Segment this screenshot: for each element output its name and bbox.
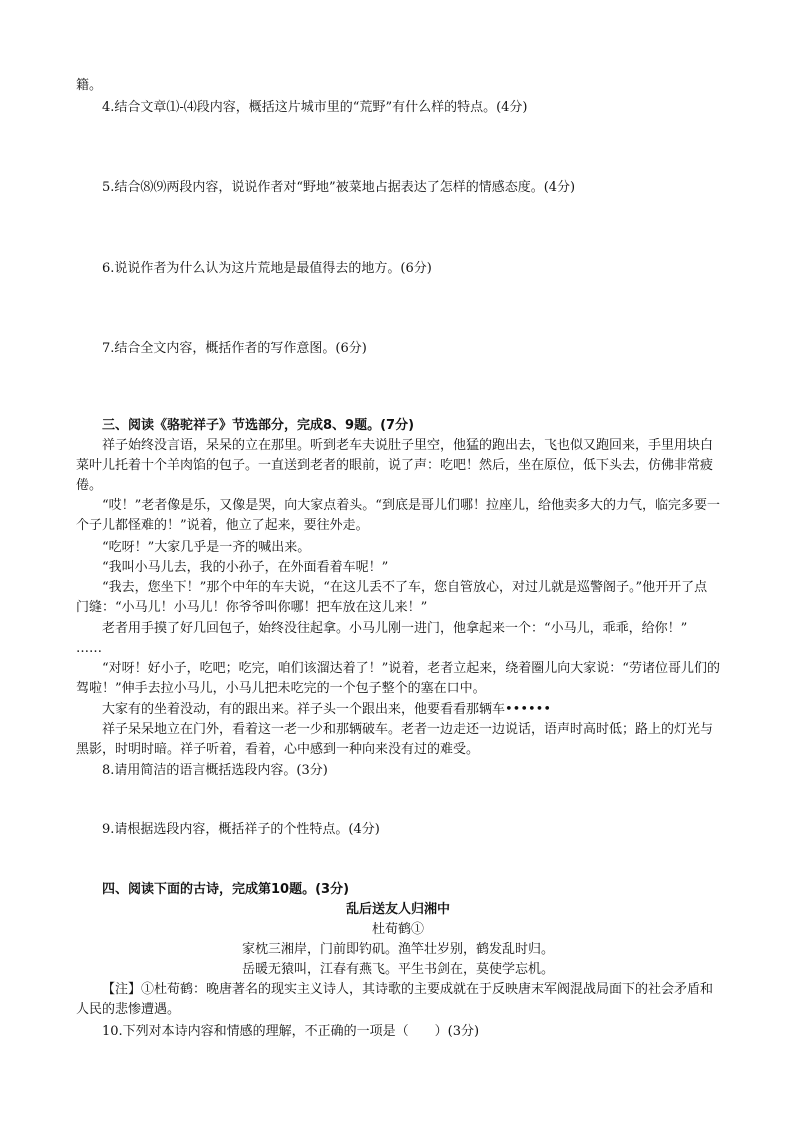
poem-line: 家枕三湘岸，门前即钓矶。渔竿壮岁别，鹤发乱时归。 (241, 942, 554, 957)
question-7: 7.结合全文内容，概括作者的写作意图。(6分) (102, 341, 367, 356)
poem-author: 杜荀鹤① (371, 922, 424, 937)
passage-paragraph: “我去，您坐下！”那个中年的车夫说，“在这儿丢不了车，您自管放心，对过儿就是巡警阁子。”他开开了点门缝：“小马儿！小马儿！你爷爷叫你哪！把车放在这儿来！” (76, 580, 708, 615)
passage-paragraph: 老者用手摸了好几回包子，始终没往起拿。小马儿刚一进门，他拿起来一个：“小马儿，乖乖，给你！” (102, 621, 688, 636)
passage-paragraph: 祥子呆呆地立在门外，看着这一老一少和那辆破车。老者一边走还一边说话，语声时高时低；路上的灯光与黑影，时明时暗。祥子听着，看着，心中感到一种向来没有过的难受。 (76, 722, 714, 757)
question-8: 8.请用简洁的语言概括选段内容。(3分) (102, 763, 328, 778)
passage-paragraph: “我叫小马儿去，我的小孙子，在外面看着车呢！” (102, 560, 389, 575)
passage-paragraph: 大家有的坐着没动，有的跟出来。祥子头一个跟出来，他要看看那辆车•••••• (102, 702, 552, 717)
question-10: 10.下列对本诗内容和情感的理解，不正确的一项是（ ）(3分) (102, 1024, 480, 1039)
poem-note: 【注】①杜荀鹤：晚唐著名的现实主义诗人，其诗歌的主要成就在于反映唐末军阀混战局面下的社会矛盾和人民的悲惨遭遇。 (76, 982, 714, 1017)
poem-line: 岳暖无猿叫，江春有燕飞。平生书剑在，莫使学忘机。 (241, 962, 554, 977)
question-4: 4.结合文章⑴-⑷段内容，概括这片城市里的“荒野”有什么样的特点。(4分) (102, 100, 528, 115)
passage-paragraph: “吃呀！”大家几乎是一齐的喊出来。 (102, 540, 311, 555)
passage-ellipsis: …… (76, 641, 102, 656)
passage-paragraph: 祥子始终没言语，呆呆的立在那里。听到老车夫说肚子里空，他猛的跑出去，飞也似又跑回来，手里用块白菜叶儿托着十个羊肉馅的包子。一直送到老者的眼前，说了声：吃吧！然后，坐在原位，低下头去，仿佛非常疲倦。 (76, 438, 714, 493)
poem-title: 乱后送友人归湘中 (345, 902, 450, 917)
section-4-heading: 四、阅读下面的古诗，完成第10题。(3分) (102, 882, 350, 897)
page-top-fragment: 籍。 (76, 78, 103, 93)
question-9: 9.请根据选段内容，概括祥子的个性特点。(4分) (102, 822, 380, 837)
passage-paragraph: “哎！”老者像是乐，又像是哭，向大家点着头。“到底是哥儿们哪！拉座儿，给他卖多大的力气，临完多要一个子儿都怪难的！”说着，他立了起来，要往外走。 (76, 498, 720, 533)
section-3-heading: 三、阅读《骆驼祥子》节选部分，完成8、9题。(7分) (102, 418, 415, 433)
question-6: 6.说说作者为什么认为这片荒地是最值得去的地方。(6分) (102, 261, 432, 276)
passage-paragraph: “对呀！好小子，吃吧；吃完，咱们该溜达着了！”说着，老者立起来，绕着圈儿向大家说：“劳诸位哥儿们的驾啦！”伸手去拉小马儿，小马儿把未吃完的一个包子整个的塞在口中。 (76, 661, 720, 696)
question-5: 5.结合⑻⑼两段内容，说说作者对“野地”被菜地占据表达了怎样的情感态度。(4分) (102, 180, 576, 195)
